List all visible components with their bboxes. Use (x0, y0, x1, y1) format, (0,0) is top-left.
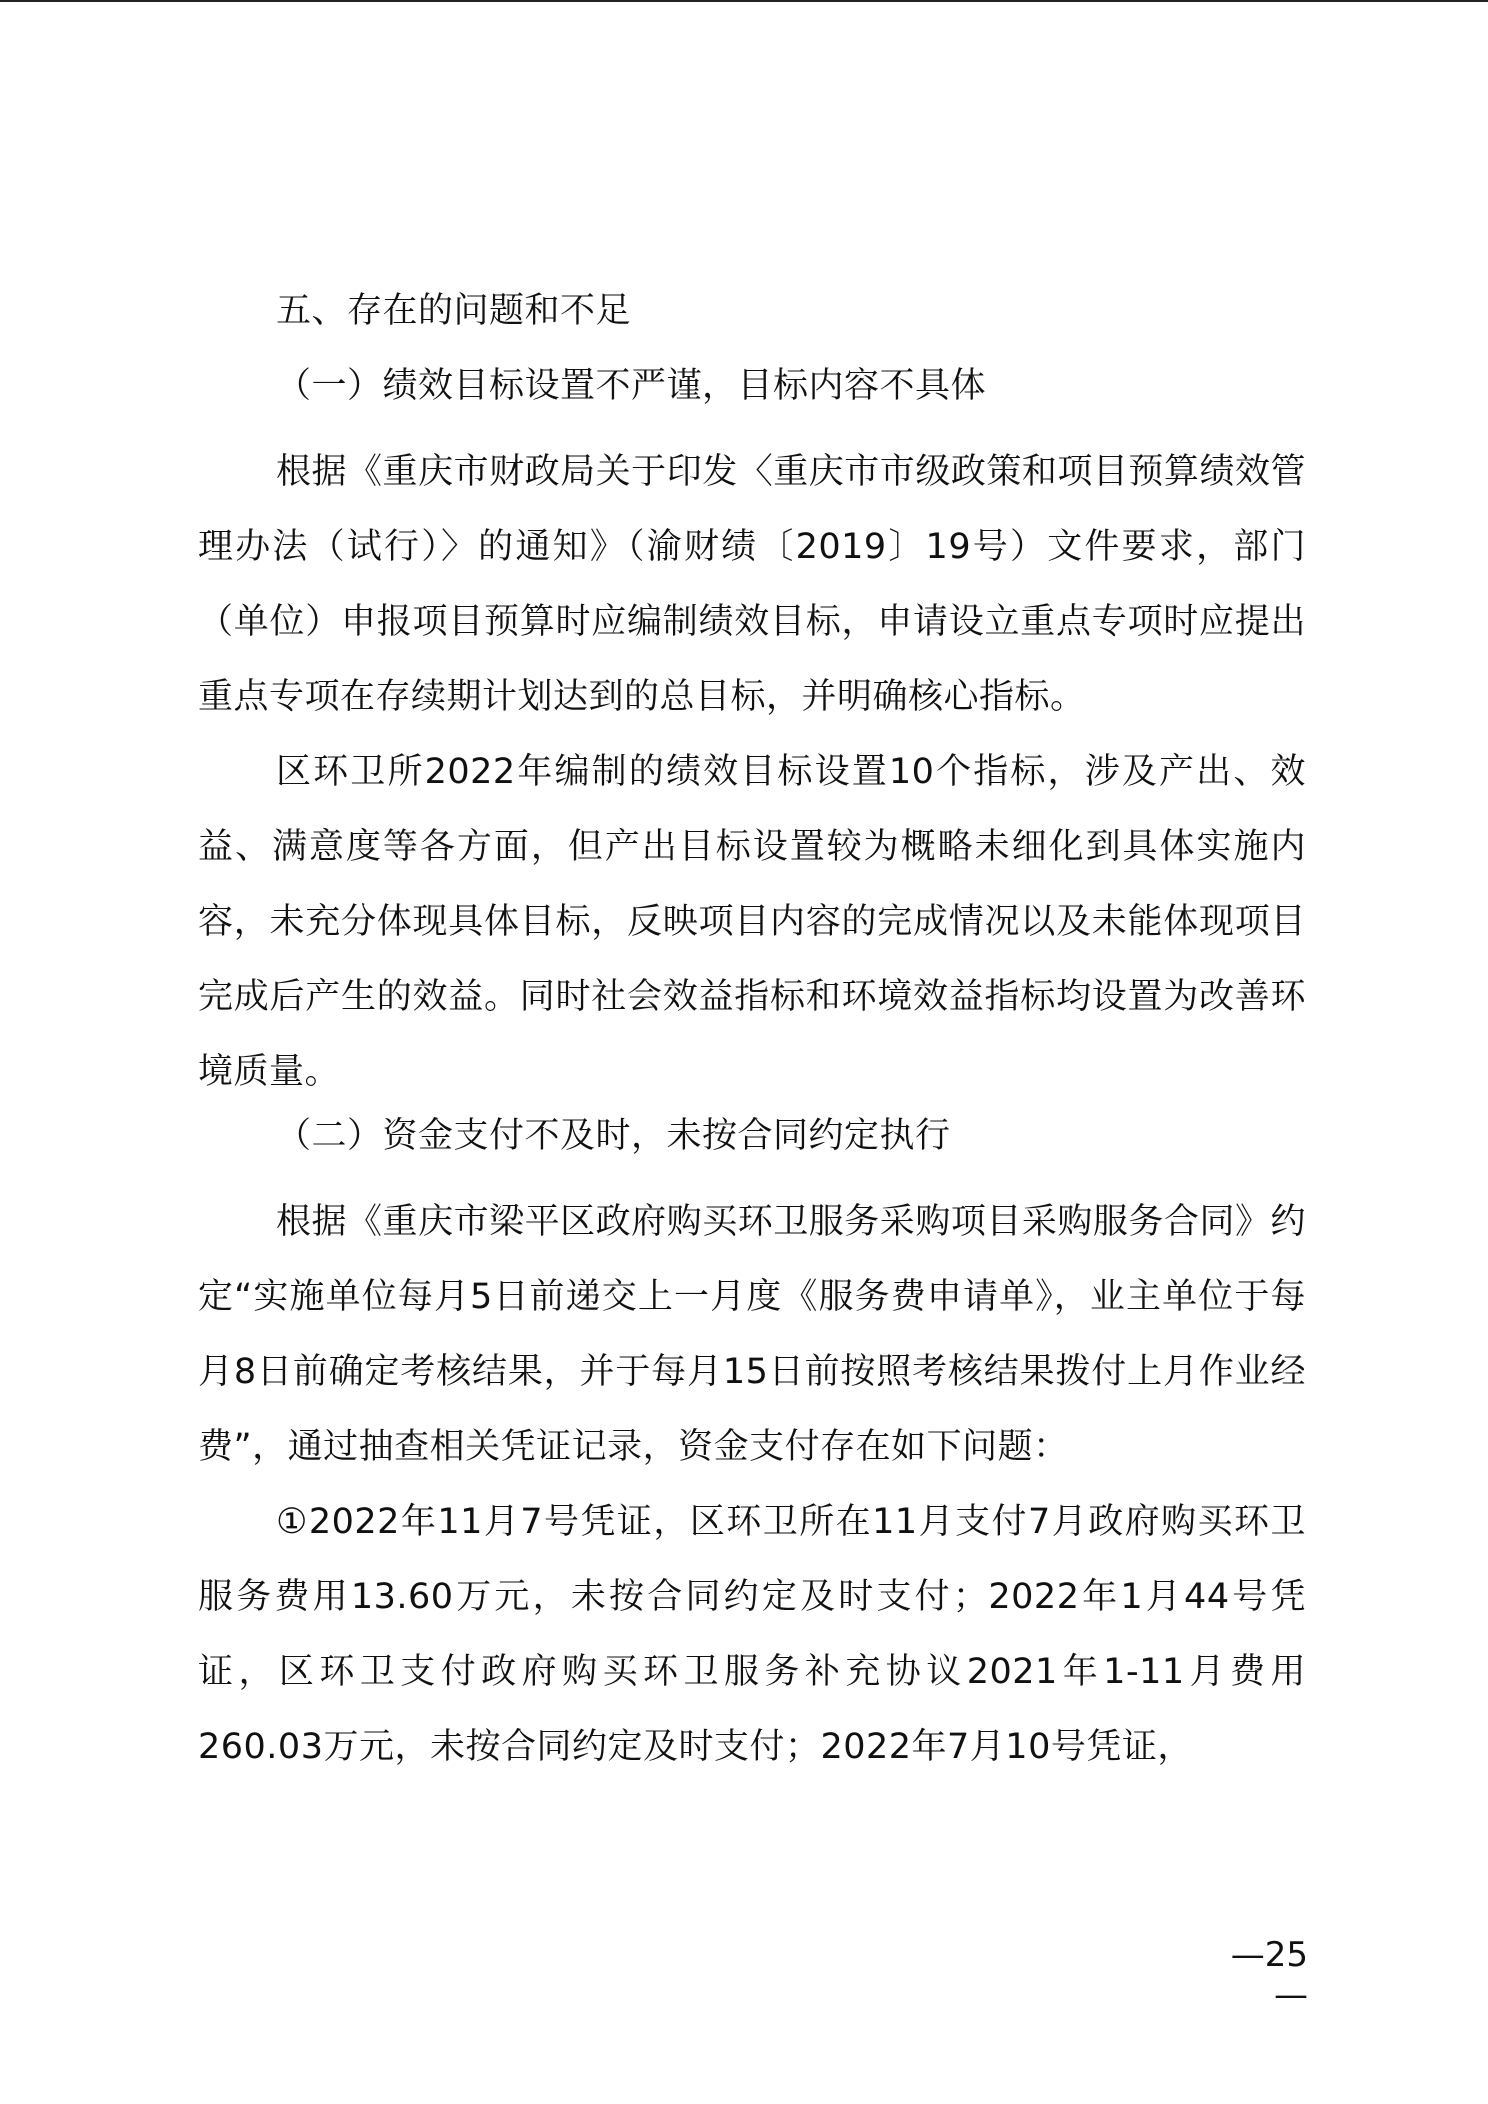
page-number: —25— (1230, 1935, 1308, 2015)
paragraph-4: ①2022年11月7号凭证，区环卫所在11月支付7月政府购买环卫服务费用13.60万元，未按合同约定及时支付；2022年1月44号凭证，区环卫支付政府购买环卫服务补充协议2021年1-11月费用260.03万元，未按合同约定及时支付；2022年7月10号凭证， (198, 1502, 1306, 1767)
document-body (198, 285, 1306, 1785)
paragraph-3: 根据《重庆市梁平区政府购买环卫服务采购项目采购服务合同》约定“实施单位每月5日前递交上一月度《服务费申请单》，业主单位于每月8日前确定考核结果，并于每月15日前按照考核结果拨付上月作业经费”，通过抽查相关凭证记录，资金支付存在如下问题： (198, 1202, 1306, 1467)
top-border-line (0, 0, 1488, 2)
section-heading: 五、存在的问题和不足 (276, 291, 632, 331)
paragraph-2: 区环卫所2022年编制的绩效目标设置10个指标，涉及产出、效益、满意度等各方面，但产出目标设置较为概略未细化到具体实施内容，未充分体现具体目标，反映项目内容的完成情况以及未能体现项目完成后产生的效益。同时社会效益指标和环境效益指标均设置为改善环境质量。 (198, 752, 1306, 1092)
sub-heading-2: （二）资金支付不及时，未按合同约定执行 (276, 1116, 951, 1156)
sub-heading-1: （一）绩效目标设置不严谨，目标内容不具体 (276, 366, 987, 406)
paragraph-1: 根据《重庆市财政局关于印发〈重庆市市级政策和项目预算绩效管理办法（试行）〉的通知》（渝财绩〔2019〕19号）文件要求，部门（单位）申报项目预算时应编制绩效目标，申请设立重点专项时应提出重点专项在存续期计划达到的总目标，并明确核心指标。 (198, 452, 1306, 717)
